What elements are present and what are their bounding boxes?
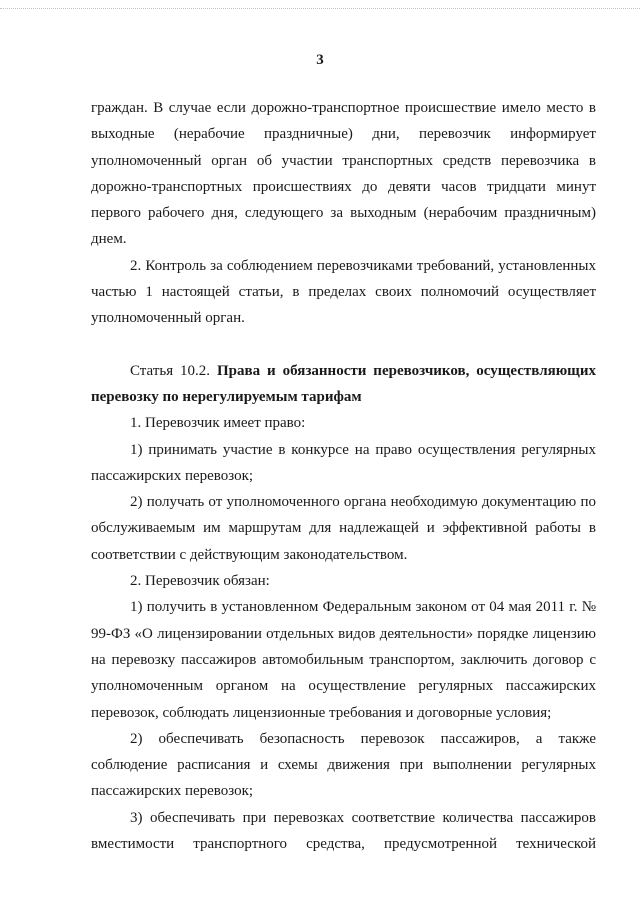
list-item-duty-2: 2) обеспечивать безопасность перевозок пассажиров, а также соблюдение расписания и схемы движения при выполнении регулярных пассажирских перевозок; xyxy=(91,730,596,800)
article-number: Статья 10.2. xyxy=(130,362,217,379)
list-item-duty-1: 1) получить в установленном Федеральным законом от 04 мая 2011 г. № 99-ФЗ «О лицензировании отдельных видов деятельности» порядке лицензию на перевозку пассажиров автомобильным транспортом, заключить договор с уполномоченным органом на осуществление регулярных пассажирских перевозок, соблюдать лицензионные требования и договорные условия; xyxy=(91,599,596,721)
paragraph-carrier-duties: 2. Перевозчик обязан: xyxy=(130,573,270,590)
paragraph-carrier-rights: 1. Перевозчик имеет право: xyxy=(130,415,306,432)
page-number: 3 xyxy=(316,52,324,68)
document-body xyxy=(91,95,596,857)
paragraph-control: 2. Контроль за соблюдением перевозчиками требований, установленных частью 1 настоящей статьи, в пределах своих полномочий осуществляет уполномоченный орган. xyxy=(91,257,596,327)
paragraph-continuation: граждан. В случае если дорожно-транспортное происшествие имело место в выходные (нерабочие праздничные) дни, перевозчик информирует уполномоченный орган об участии транспортных средств перевозчика в дорожно-транспортных происшествиях до девяти часов тридцати минут первого рабочего дня, следующего за выходным (нерабочим праздничным) днем. xyxy=(91,100,596,248)
spacer xyxy=(91,332,596,358)
article-heading xyxy=(91,358,596,411)
scan-artifact-line xyxy=(0,0,640,9)
list-item-duty-3: 3) обеспечивать при перевозках соответствие количества пассажиров вместимости транспортного средства, предусмотренной технической xyxy=(91,809,596,853)
article-title: Права и обязанности перевозчиков, осуществляющих перевозку по нерегулируемым тарифам xyxy=(91,362,596,405)
list-item-right-1: 1) принимать участие в конкурсе на право осуществления регулярных пассажирских перевозок; xyxy=(91,441,596,484)
list-item-right-2: 2) получать от уполномоченного органа необходимую документацию по обслуживаемым им маршрутам для надлежащей и эффективной работы в соответствии с действующим законодательством. xyxy=(91,494,596,563)
